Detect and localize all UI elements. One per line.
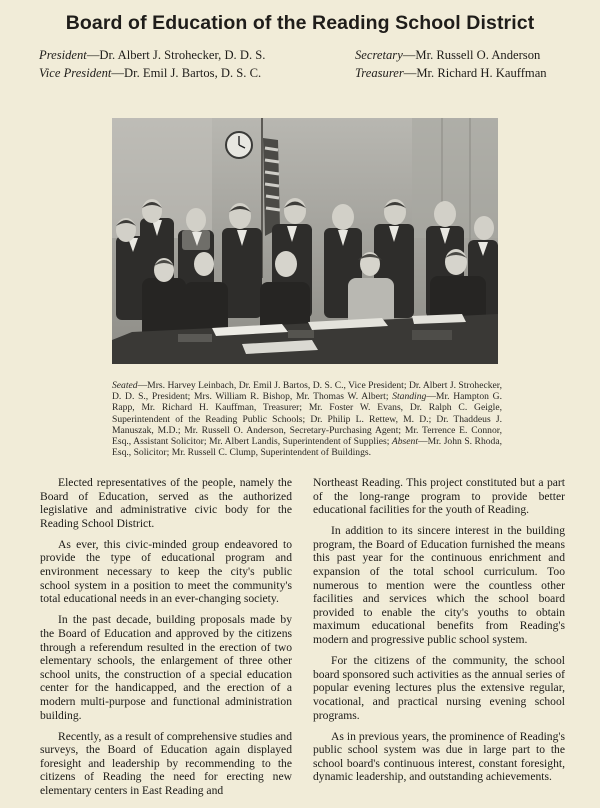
caption-standing-text: —Mr. Hampton G. Rapp, Mr. Richard H. Kauffman, Treasurer; Mr. Foster W. Evans, Dr. Ralph C. Geigle, Superintendent of the Reading Public Schools; Dr. Philip L. Rettew, M. D.; Dr. Thaddeus J. Manuszak, M.D.; Mr. Russell O. Anderson, Secretary-Purchasing Agent; Mr. Terrence E. Connor, Esq., Assistant Solicitor; Mr. Albert Landis, Superintendent of Supplies; xyxy=(112,391,502,448)
vice-president-line xyxy=(39,64,265,82)
body-column-right xyxy=(313,476,565,791)
vice-president-role: Vice President xyxy=(39,66,112,80)
caption-seated-label: Seated xyxy=(112,380,138,391)
paragraph: As ever, this civic-minded group endeavored to provide the type of educational program and environment necessary to keep the city's public school system in a position to meet the community's total educational needs in an ever-changing society. xyxy=(40,537,292,606)
paragraph: Recently, as a result of comprehensive studies and surveys, the Board of Education again displayed foresight and leadership by recommending to the citizens of Reading the need for erecting new elementary centers in East Reading and xyxy=(40,729,292,797)
treasurer-name: —Mr. Richard H. Kauffman xyxy=(403,66,547,80)
secretary-role: Secretary xyxy=(355,48,403,62)
photo-caption xyxy=(112,380,502,458)
group-photo-illustration xyxy=(112,118,498,364)
treasurer-line xyxy=(355,64,547,82)
officers-left xyxy=(39,46,265,82)
body-column-left xyxy=(40,476,292,805)
caption-seated-text: —Mrs. Harvey Leinbach, Dr. Emil J. Bartos, D. S. C., Vice President; Dr. Albert J. Strohecker, D. D. S., President; Mrs. William R. Bishop, Mr. Thomas W. Albert; xyxy=(112,380,502,403)
paragraph: As in previous years, the prominence of Reading's public school system was due in large part to the school board's continuous interest, constant foresight, dynamic leadership, and outstanding achievements. xyxy=(313,729,565,784)
vice-president-name: —Dr. Emil J. Bartos, D. S. C. xyxy=(111,66,262,80)
paragraph-continuation: Northeast Reading. This project constituted but a part of the long-range program to provide better educational facilities for the youth of Reading. xyxy=(313,476,565,517)
officers-right xyxy=(355,46,547,82)
president-role: President xyxy=(39,48,87,62)
secretary-name: —Mr. Russell O. Anderson xyxy=(402,48,541,62)
paragraph: For the citizens of the community, the school board sponsored such activities as the annual series of popular evening lectures plus the extensive regular, vocational, and practical nursing evening school programs. xyxy=(313,654,565,722)
president-name: —Dr. Albert J. Strohecker, D. D. S. xyxy=(86,48,266,62)
secretary-line xyxy=(355,46,547,64)
treasurer-role: Treasurer xyxy=(355,66,404,80)
page-title: Board of Education of the Reading School District xyxy=(65,12,535,34)
caption-absent-text: —Mr. John S. Rhoda, Esq., Solicitor; Mr. Russell C. Clump, Superintendent of Buildings. xyxy=(112,436,502,459)
paragraph: Elected representatives of the people, namely the Board of Education, served as the authorized legislative and administrative civic body for the Reading School District. xyxy=(40,476,292,530)
paragraph: In addition to its sincere interest in the building program, the Board of Education furnished the means this past year for the continuous enrichment and expansion of the total school curriculum. Too numerous to mention were the countless other facilities and services which the school board provided to enable the city's youths to obtain maximum educational benefits from Reading's modern and progressive public school system. xyxy=(313,524,565,647)
board-group-photo xyxy=(112,118,498,364)
caption-absent-label: Absent xyxy=(391,436,419,448)
paragraph: In the past decade, building proposals made by the Board of Education and approved by the citizens through a referendum resulted in the erection of two elementary schools, the enlargement of three other school units, the construction of a special education center for the handicapped, and the erection of a modern multi-purpose and functional administration building. xyxy=(40,613,292,722)
president-line xyxy=(39,46,265,64)
caption-standing-label: Standing xyxy=(392,391,427,403)
